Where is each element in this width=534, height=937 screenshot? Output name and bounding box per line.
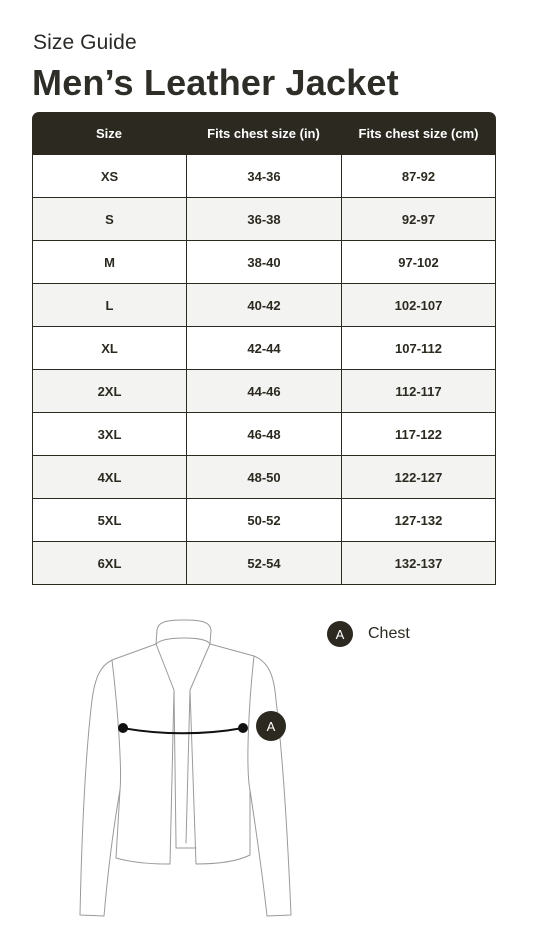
jacket-diagram (0, 600, 534, 937)
size-cell: XS (33, 155, 187, 197)
jacket-outline (80, 620, 291, 916)
table-header (32, 112, 496, 155)
size-cell: S (33, 198, 187, 240)
size-cell: 4XL (33, 456, 187, 498)
chest-cm-cell: 122-127 (394, 469, 443, 485)
chest-cm-cell: 87-92 (401, 168, 436, 184)
table-row (32, 241, 496, 284)
chest-measure-line (123, 728, 243, 733)
table-row (32, 155, 496, 198)
chest-in-cell: 44-46 (187, 370, 342, 412)
size-cell: 6XL (33, 542, 187, 584)
chest-in-cell: 48-50 (187, 456, 342, 498)
chest-in-cell: 36-38 (187, 198, 342, 240)
size-cell: M (33, 241, 187, 283)
chest-measure-dot-right (238, 723, 248, 733)
column-header-chest-in: Fits chest size (in) (207, 126, 320, 141)
chest-in-cell: 40-42 (187, 284, 342, 326)
size-cell: 5XL (33, 499, 187, 541)
page-title: Men’s Leather Jacket (32, 62, 399, 103)
table-row (32, 327, 496, 370)
chest-cm-cell: 127-132 (394, 512, 443, 528)
chest-marker-letter: A (266, 719, 276, 734)
table-row (32, 370, 496, 413)
legend-badge: A (327, 621, 353, 647)
chest-cm-cell: 102-107 (394, 297, 443, 313)
chest-measure-dot-left (118, 723, 128, 733)
chest-in-cell: 38-40 (187, 241, 342, 283)
chest-cm-cell: 132-137 (394, 555, 443, 571)
chest-in-cell: 52-54 (187, 542, 342, 584)
table-body (32, 155, 496, 585)
table-row (32, 499, 496, 542)
table-row (32, 413, 496, 456)
size-cell: XL (33, 327, 187, 369)
chest-in-cell: 42-44 (187, 327, 342, 369)
size-cell: 2XL (33, 370, 187, 412)
table-row (32, 198, 496, 241)
size-cell: L (33, 284, 187, 326)
chest-cm-cell: 92-97 (401, 211, 436, 227)
size-table (32, 112, 496, 585)
table-row (32, 542, 496, 585)
legend-label: Chest (368, 625, 410, 642)
chest-in-cell: 46-48 (187, 413, 342, 455)
chest-in-cell: 34-36 (187, 155, 342, 197)
column-header-chest-cm: Fits chest size (cm) (358, 126, 479, 141)
table-row (32, 284, 496, 327)
page-subtitle: Size Guide (33, 31, 137, 54)
chest-cm-cell: 107-112 (395, 340, 442, 356)
chest-cm-cell: 117-122 (395, 426, 442, 442)
chest-cm-cell: 97-102 (398, 254, 439, 270)
size-cell: 3XL (33, 413, 187, 455)
table-row (32, 456, 496, 499)
column-header-size: Size (95, 126, 122, 141)
chest-in-cell: 50-52 (187, 499, 342, 541)
chest-cm-cell: 112-117 (395, 383, 442, 399)
